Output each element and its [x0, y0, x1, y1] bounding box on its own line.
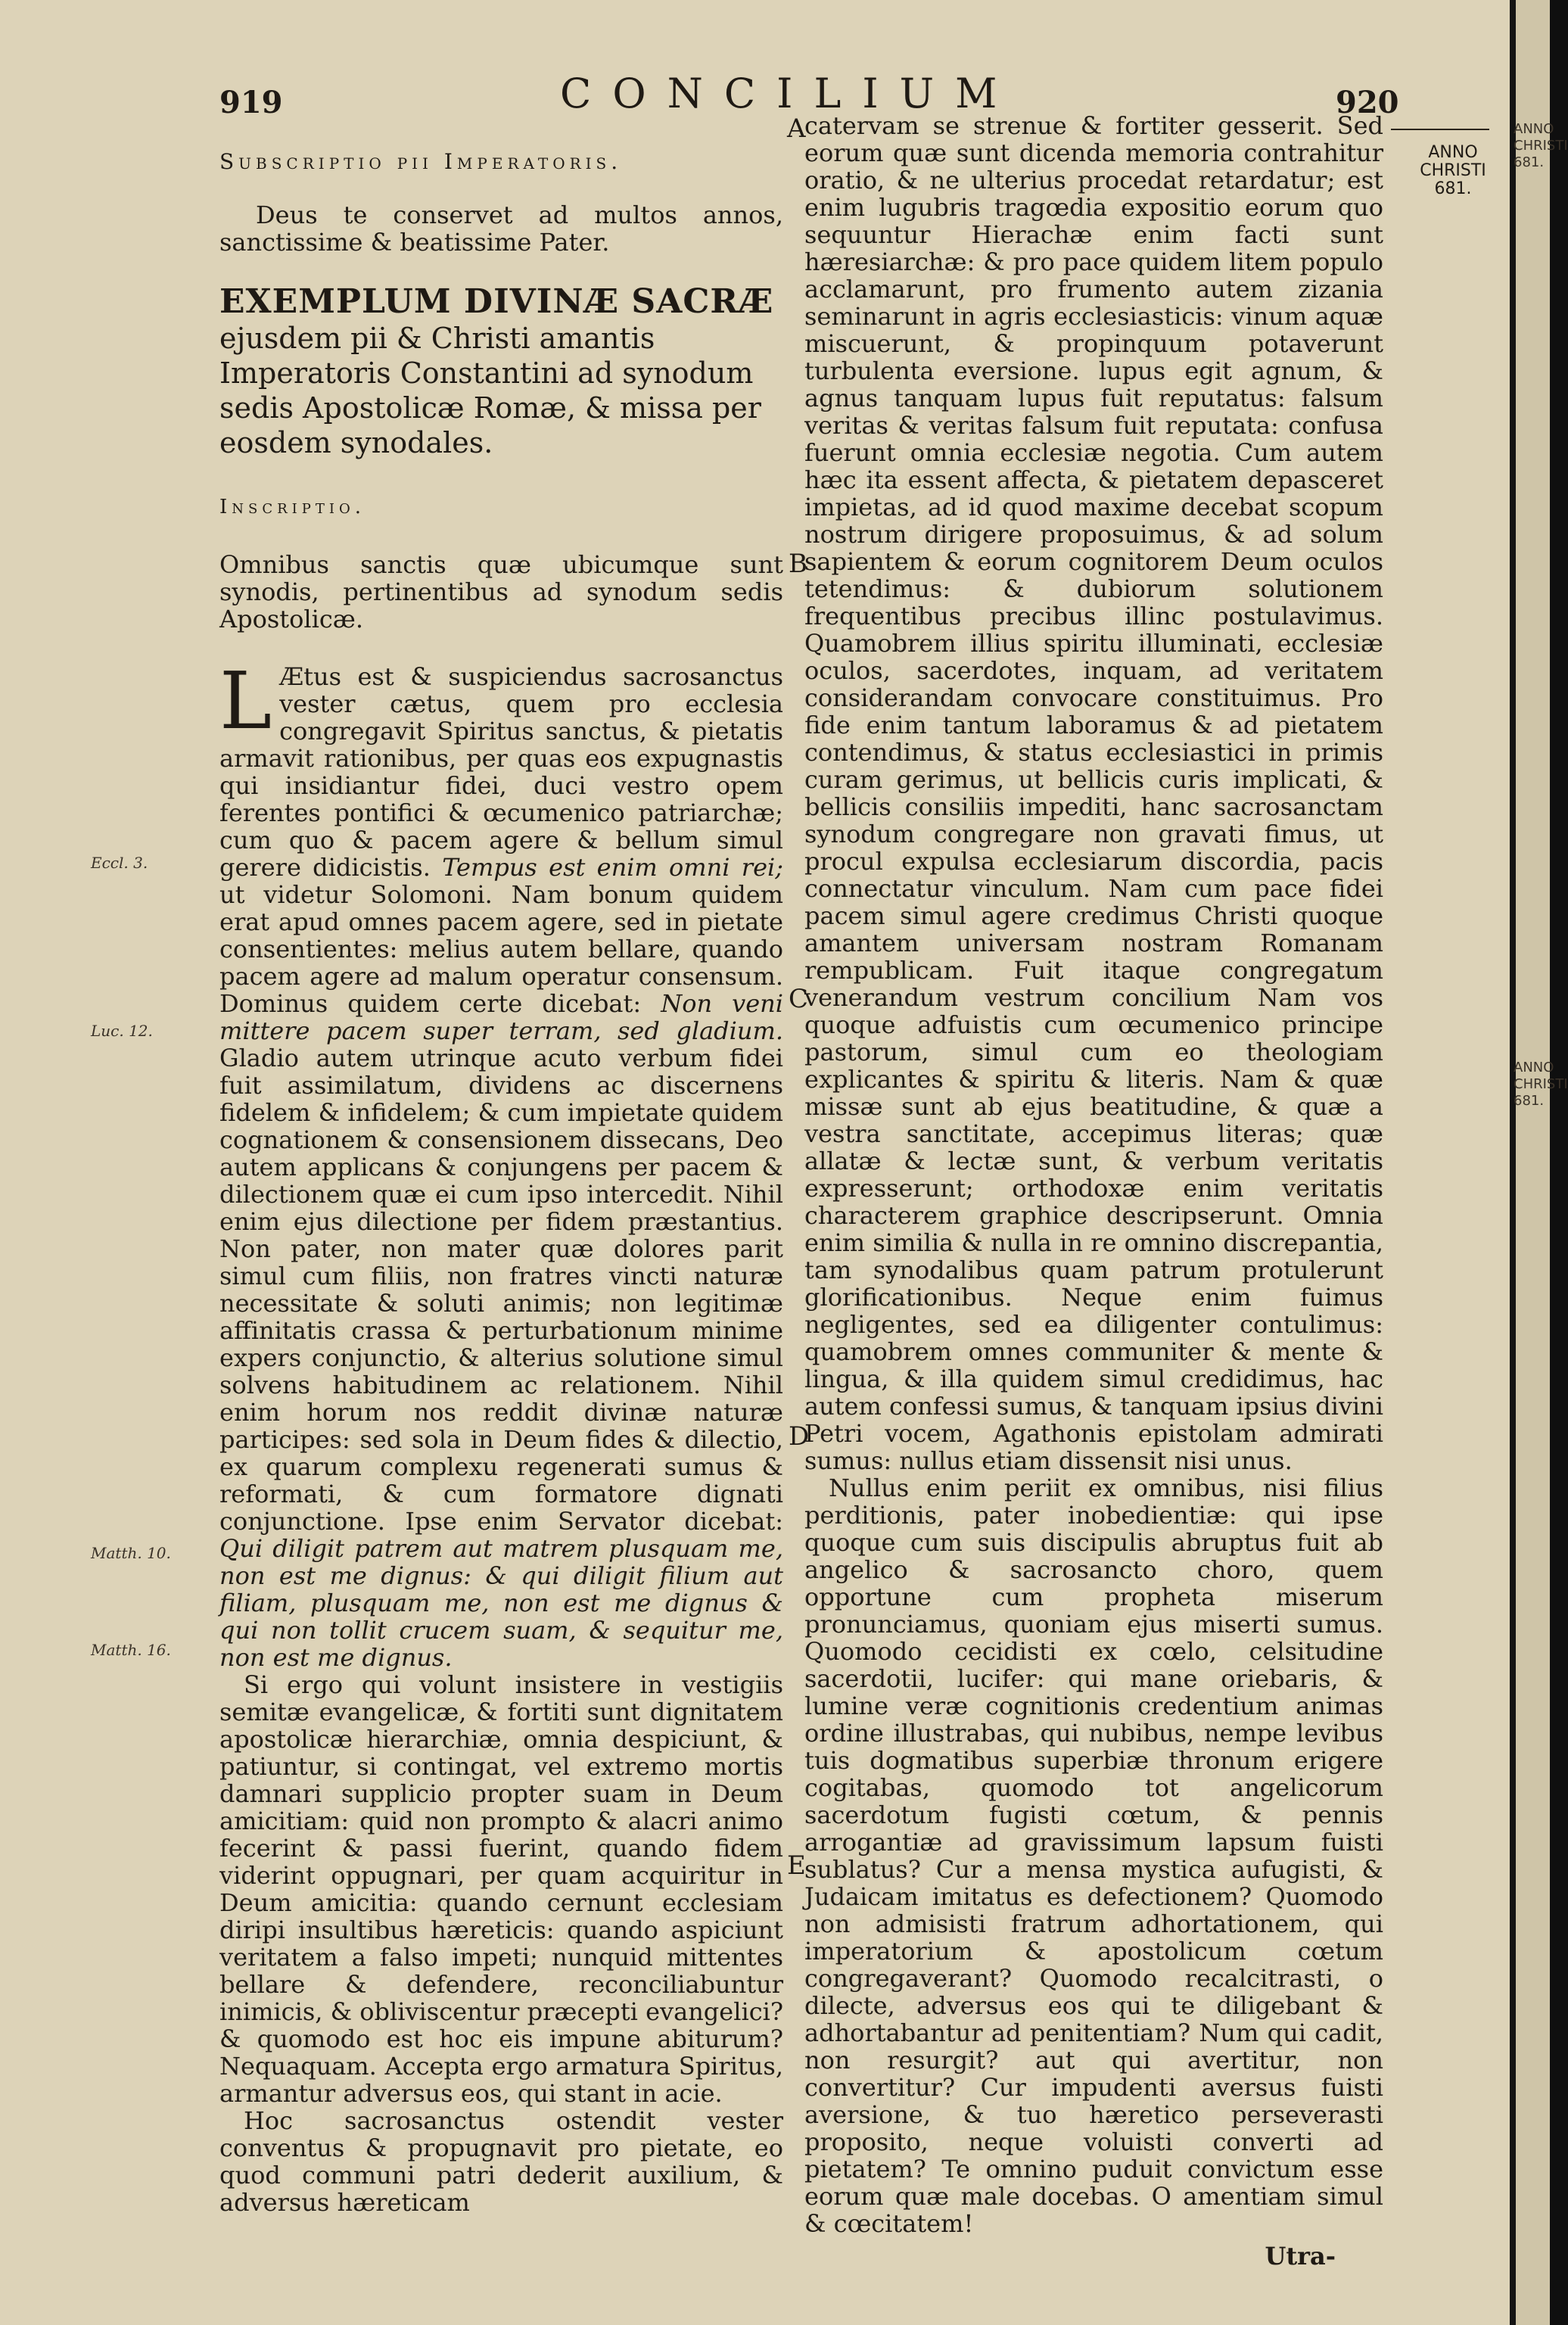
inscriptio-heading: Inscriptio.	[219, 496, 366, 518]
margin-note-matth10: Matth. 10.	[91, 1544, 171, 1562]
margin-note-eccl: Eccl. 3.	[91, 854, 148, 872]
margin-note-luc: Luc. 12.	[91, 1022, 153, 1040]
section-letter-b: B	[789, 549, 807, 579]
section-letter-a: A	[787, 114, 806, 144]
year-note: ANNO CHRISTI 681.	[1420, 143, 1486, 198]
right-page-number: 920	[1336, 85, 1399, 120]
gutter-shadow	[1510, 0, 1516, 2325]
body-paragraph-3: Hoc sacrosanctus ostendit vester conventus & propugnavit pro pietate, eo quod communi patri dederit auxilium, & adversus hæreticam	[219, 2106, 783, 2217]
right-column	[804, 112, 1383, 2237]
subscription-heading: Subscriptio pii Imperatoris.	[219, 149, 623, 174]
address: Omnibus sanctis quæ ubicumque sunt synodis, pertinentibus ad synodum sedis Apostolicæ.	[219, 550, 783, 633]
exemplum-subtitle: ejusdem pii & Christi amantis Imperatoris Constantini ad synodum sedis Apostolicæ Romæ, & missa per eosdem synodales.	[219, 322, 761, 459]
right-body-paragraph-2: Nullus enim periit ex omnibus, nisi filius perditionis, pater inobedientiæ: qui ipse quoque cum suis discipulis abruptus fuit ab angelico & sacrosancto choro, quem opportune cum propheta miserum pronunciamus, quoniam ejus miserti sumus. Quomodo cecidisti ex cœlo, celsitudine sacerdotii, lucifer: qui mane oriebaris, & lumine veræ cognitionis credentium animas ordine illustrabas, qui nubibus, nempe levibus tuis dogmatibus superbiæ thronum erigere cogitabas, quomodo tot angelicorum sacerdotum fugisti cœtum, & pennis arrogantiæ ad gravissimum lapsum fuisti sublatus? Cur a mensa mystica aufugisti, & Judaicam imitatus es defectionem? Quomodo non admisisti fratrum adhortationem, qui imperatorium & apostolicum cœtum congregaverant? Quomodo recalcitrasti, o dilecte, adversus eos qui te diligebant & adhortabantur ad penitentiam? Num qui cadit, non resurgit? aut qui avertitur, non convertitur? Cur impudenti aversus fuisti aversione, & tuo hæretico perseverasti proposito, neque voluisti converti ad pietatem? Te omnino puduit convictum esse eorum quæ male docebas. O amentiam simul & cœcitatem!	[804, 1474, 1383, 2238]
body-paragraph-1: L Ætus est & suspiciendus sacrosanctus vester cætus, quem pro ecclesia congregavit Spiritus sanctus, & pietatis armavit rationibus, per quas eos expugnastis qui insidiantur fidei, duci vestro opem ferentes pontifici & œcumenico patriarchæ; cum quo & pacem agere & bellum simul gerere didicistis. Tempus est enim omni rei; ut videtur Solomoni. Nam bonum quidem erat apud omnes pacem agere, sed in pietate consentientes: melius autem bellare, quando pacem agere ad malum operatur consensum. Dominus quidem certe dicebat: Non veni mittere pacem super terram, sed gladium. Gladio autem utrinque acuto verbum fidei fuit assimilatum, dividens ac discernens fidelem & infidelem; & cum impietate quidem cognationem & consensionem dissecans, Deo autem applicans & conjungens per pacem & dilectionem quæ ei cum ipso intercedit. Nihil enim ejus dilectione per fidem præstantius. Non pater, non mater quæ dolores parit simul cum filiis, non fratres vincti naturæ necessitate & soluti animis; non legitimæ affinitatis crassa & perturbationum minime expers conjunctio, & alterius solutione simul solvens habitudinem ac relationem. Nihil enim horum nos reddit divinæ naturæ participes: sed sola in Deum fides & dilectio, ex quarum complexu regenerati sumus & reformati, & cum formatore dignati conjunctione. Ipse enim Servator dicebat: Qui diligit patrem aut matrem plusquam me, non est me dignus: & qui diligit filium aut filiam, plusquam me, non est me dignus & qui non tollit crucem suam, & sequitur me, non est me dignus.	[219, 655, 784, 1672]
body-paragraph-2: Si ergo qui volunt insistere in vestigiis semitæ evangelicæ, & fortiti sunt dignitatem apostolicæ hierarchiæ, omnia despiciunt, & patiuntur, si contingat, vel extremo mortis damnari supplicio propter suam in Deum amicitiam: quid non prompto & alacri animo fecerint & passi fuerint, quando fidem viderint oppugnari, per quam acquiritur in Deum amicitia: quando cernunt ecclesiam diripi insultibus hæreticis: quando aspiciunt veritatem a falso impeti; nunquid mittentes bellare & defendere, reconciliabuntur inimicis, & obliviscentur præcepti evangelici? & quomodo est hoc eis impune abiturum? Nequaquam. Accepta ergo armatura Spiritus, armantur adversus eos, qui stant in acie.	[219, 1670, 783, 2108]
margin-note-matth16: Matth. 16.	[91, 1641, 171, 1659]
drop-cap: L	[219, 655, 272, 747]
running-head: CONCILIUM	[560, 70, 1019, 117]
right-body-paragraph-1: catervam se strenue & fortiter gesserit. Sed eorum quæ sunt dicenda memoria contrahitur oratio, & ne ulterius procedat retardatur; est enim lugubris tragœdia expositio eorum quo sequuntur Hierachæ enim facti sunt hæresiarchæ: & pro pace quidem litem populo acclamarunt, pro frumento autem zizania seminarunt in agris ecclesiasticis: vinum aquæ miscuerunt, & propinquum potaverunt turbulenta eversione. lupus egit agnum, & agnus tanquam lupus fuit reputatus: falsum veritas & veritas falsum fuit reputata: confusa fuerunt omnia ecclesiæ negotia. Cum autem hæc ita essent affecta, & pietatem depasceret impietas, ad id quod maxime decebat scopum nostrum dirigere proposuimus, & ad solum sapientem & eorum cognitorem Deum oculos tetendimus: & dubiorum solutionem frequentibus precibus illinc postulavimus. Quamobrem illius spiritu illuminati, ecclesiæ oculos, sacerdotes, inquam, ad veritatem considerandam convocare constituimus. Pro fide enim tantum laboramus & ad pietatem contendimus, & status ecclesiastici in primis curam gerimus, ut bellicis curis implicati, & bellicis consiliis impediti, hanc sacrosanctam synodum congregare non gravati fimus, ut procul expulsa ecclesiarum discordia, pacis connectatur vinculum. Nam cum pace fidei pacem simul agere credimus Christi quoque amantem universam nostram Romanam rempublicam. Fuit itaque congregatum venerandum vestrum concilium Nam vos quoque adfuistis cum œcumenico principe pastorum, simul cum eo theologiam explicantes & spiritu & literis. Nam & quæ missæ sunt ab ejus beatitudine, & quæ a vestra sanctitate, accepimus literas; quæ allatæ & lectæ sunt, & verbum veritatis expresserunt; orthodoxæ enim veritatis characterem graphice descripserunt. Omnia enim similia & nulla in re omnino discrepantia, tam synodalibus quam patrum protulerunt glorificationibus. Neque enim fuimus negligentes, sed ea diligenter contulimus: quamobrem omnes communiter & mente & lingua, & illa quidem simul credidimus, hac autem confessi sumus, & tanquam ipsius divini Petri vocem, Agathonis epistolam admirati sumus: nullus etiam dissensit nisi unus.	[804, 111, 1383, 1475]
side-rule	[1391, 129, 1489, 130]
section-letter-c: C	[789, 984, 809, 1014]
catchword: Utra-	[1265, 2242, 1336, 2271]
section-letter-d: D	[789, 1421, 810, 1452]
section-letter-e: E	[787, 1850, 806, 1881]
edge-note-top: ANNO CHRISTI 681.	[1514, 121, 1568, 170]
left-column	[219, 148, 783, 2216]
edge-note-middle: ANNO CHRISTI 681.	[1514, 1060, 1568, 1109]
salutation: Deus te conservet ad multos annos, sanctissime & beatissime Pater.	[219, 201, 783, 257]
exemplum-title: EXEMPLUM DIVINÆ SACRÆ	[219, 282, 774, 321]
left-page-number: 919	[219, 85, 283, 120]
next-page-edge	[1510, 0, 1568, 2325]
